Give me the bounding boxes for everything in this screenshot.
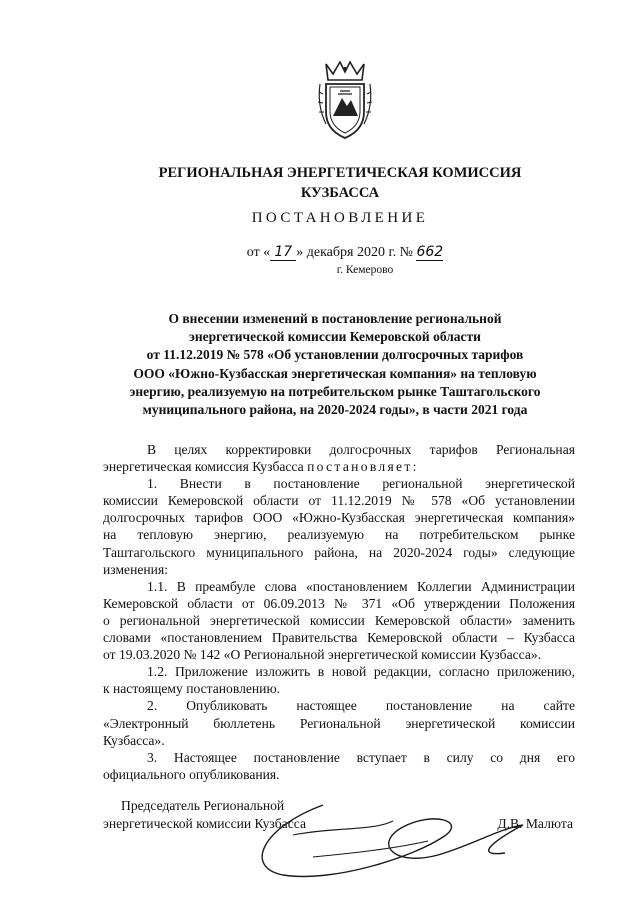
body-line: Кемеровской области от 06.09.2013 № 371 «Об утверждении Положения <box>103 595 575 611</box>
authority-line-2: КУЗБАССА <box>300 185 380 201</box>
document-date-line <box>130 245 560 261</box>
body-line: комиссии Кемеровской области от 11.12.2019 № 578 «Об установлении <box>103 493 575 509</box>
handwritten-signature <box>223 797 543 897</box>
signature-block <box>103 797 583 897</box>
body-line: изменения: <box>103 561 168 577</box>
body-line: о региональной энергетической комиссии Кемеровской области» заменить <box>103 612 575 628</box>
body-line: В целях корректировки долгосрочных тарифов Региональная <box>147 442 575 457</box>
body-line: «Электронный бюллетень Региональной энергетической комиссии <box>103 715 575 731</box>
body-line: официального опубликования. <box>103 766 280 782</box>
document-body <box>103 441 575 783</box>
body-line: к настоящему постановлению. <box>103 681 281 697</box>
subject-line: энергию, реализуемую на потребительском рынке Таштагольского <box>129 383 541 399</box>
body-line <box>103 458 575 475</box>
subject-line: энергетической комиссии Кемеровской области <box>189 329 481 345</box>
subject-line: О внесении изменений в постановление региональной <box>168 311 502 326</box>
document-city: г. Кемерово <box>336 264 394 276</box>
document-type: ПОСТАНОВЛЕНИЕ <box>251 210 429 226</box>
resolves-word: постановляет: <box>307 459 419 475</box>
body-line: на тепловую энергию, реализуемую на потребительском рынке <box>103 527 575 543</box>
subject-line: ООО «Южно-Кузбасская энергетическая компания» на тепловую <box>133 365 537 381</box>
body-line: словами «постановлением Правительства Кемеровской области – Кузбасса <box>103 630 575 646</box>
issuing-authority <box>130 163 550 203</box>
body-line: от 19.03.2020 № 142 «О Региональной энергетической комиссии Кузбасса». <box>103 647 542 663</box>
authority-line-1: РЕГИОНАЛЬНАЯ ЭНЕРГЕТИЧЕСКАЯ КОМИССИЯ <box>158 165 522 181</box>
body-line: Кузбасса». <box>103 732 165 748</box>
date-prefix: от « <box>246 245 271 260</box>
body-line: 1. Внести в постановление региональной энергетической <box>147 476 575 492</box>
signatory-name: Д.В. Малюта <box>497 816 573 831</box>
handwritten-document-number: 662 <box>416 244 444 260</box>
body-line: 2. Опубликовать настоящее постановление на сайте <box>147 698 575 714</box>
document-subject <box>95 310 575 419</box>
handwritten-day: 17 <box>270 245 296 261</box>
signatory-position-line-1: Председатель Региональной <box>121 798 285 813</box>
body-line: Таштагольского муниципального района, на 2020-2024 годы» следующие <box>103 544 575 560</box>
body-line: долгосрочных тарифов ООО «Южно-Кузбасская энергетическая компания» <box>103 510 575 526</box>
subject-line: от 11.12.2019 № 578 «Об установлении долгосрочных тарифов <box>146 347 524 363</box>
body-line: 1.2. Приложение изложить в новой редакции, согласно приложению, <box>147 664 575 680</box>
subject-line: муниципального района, на 2020-2024 годы», в части 2021 года <box>142 402 528 418</box>
body-text: энергетическая комиссия Кузбасса <box>103 459 308 475</box>
body-line: 3. Настоящее постановление вступает в силу со дня его <box>147 749 575 765</box>
signatory-position-line-2: энергетической комиссии Кузбасса <box>103 816 306 831</box>
date-suffix: » декабря 2020 г. № <box>296 245 413 260</box>
kuzbass-coat-of-arms-icon <box>316 60 374 140</box>
body-line: 1.1. В преамбуле слова «постановлением Коллегии Администрации <box>147 578 575 594</box>
